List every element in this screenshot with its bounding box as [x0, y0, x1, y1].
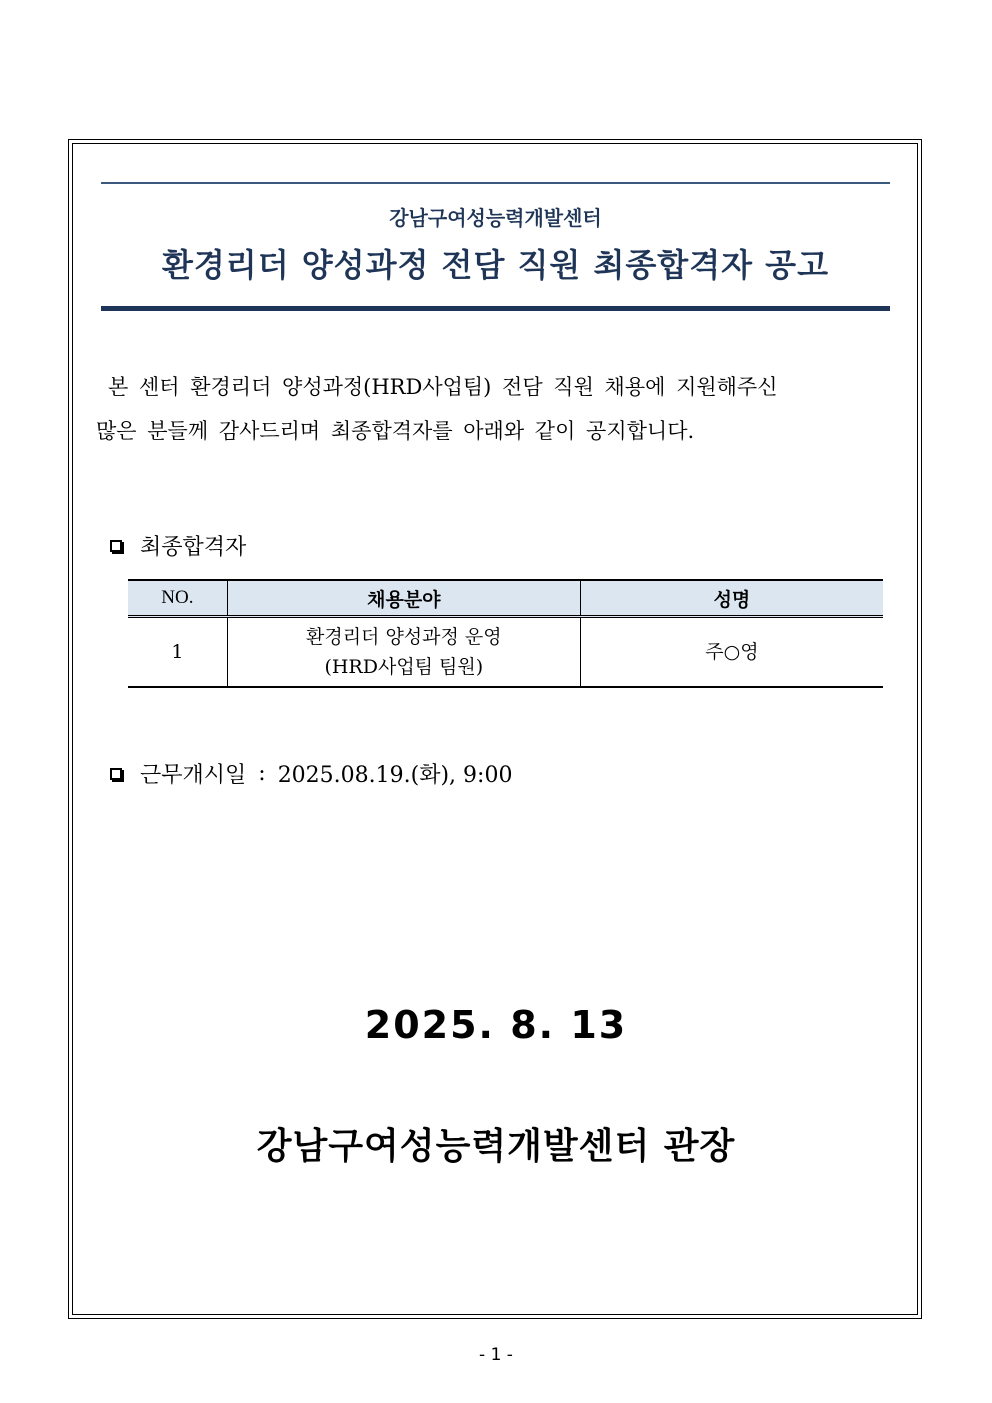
table-header-row	[128, 580, 883, 617]
title-top-rule	[101, 182, 890, 184]
column-header-field: 채용분야	[227, 580, 580, 617]
organization-header: 강남구여성능력개발센터	[389, 206, 602, 230]
cell-field	[227, 617, 580, 688]
signer-title: 강남구여성능력개발센터 관장	[256, 1126, 736, 1167]
intro-line-1: 본 센터 환경리더 양성과정(HRD사업팀) 전담 직원 채용에 지원해주신	[108, 375, 778, 399]
finalists-table	[128, 579, 883, 688]
checkbox-square-icon	[110, 768, 122, 780]
start-date-label: 근무개시일	[140, 763, 247, 788]
page-number: - 1 -	[479, 1345, 513, 1365]
title-bottom-rule	[101, 306, 890, 311]
table-row	[128, 617, 883, 688]
checkbox-square-icon	[110, 540, 122, 552]
document-title: 환경리더 양성과정 전담 직원 최종합격자 공고	[161, 246, 830, 284]
intro-paragraph	[96, 365, 896, 453]
intro-line-2: 많은 분들께 감사드리며 최종합격자를 아래와 같이 공지합니다.	[96, 419, 695, 443]
announcement-date: 2025. 8. 13	[364, 1003, 628, 1047]
column-header-no: NO.	[128, 580, 227, 617]
cell-field-line-2: (HRD사업팀 팀원)	[324, 656, 484, 678]
column-header-name: 성명	[580, 580, 883, 617]
section-finalists-label: 최종합격자	[140, 535, 247, 560]
cell-name: 주○영	[580, 617, 883, 688]
start-date-separator: :	[258, 761, 266, 786]
cell-no: 1	[128, 617, 227, 688]
section-start-date	[110, 758, 512, 789]
start-date-value: 2025.08.19.(화), 9:00	[277, 763, 513, 788]
section-finalists-heading	[110, 530, 246, 561]
cell-field-line-1: 환경리더 양성과정 운영	[306, 626, 502, 648]
